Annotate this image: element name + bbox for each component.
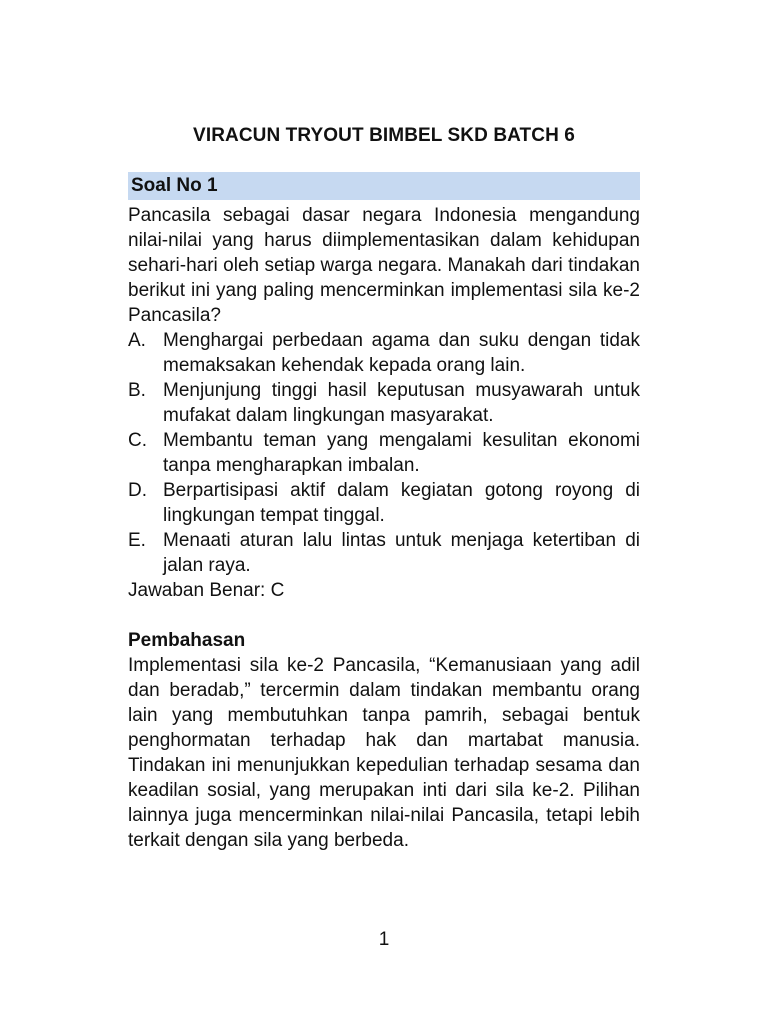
option-text: Membantu teman yang mengalami kesulitan ekonomi tanpa mengharapkan imbalan. [163,430,640,476]
option-text: Menjunjung tinggi hasil keputusan musyawarah untuk mufakat dalam lingkungan masyarakat. [163,380,640,426]
option-e [128,528,640,578]
option-letter: E. [128,530,146,551]
option-letter: D. [128,480,147,501]
answer-options [128,328,640,578]
option-text: Berpartisipasi aktif dalam kegiatan gotong royong di lingkungan tempat tinggal. [163,480,640,526]
option-text: Menaati aturan lalu lintas untuk menjaga ketertiban di jalan raya. [163,530,640,576]
question-block [128,172,640,853]
option-d [128,478,640,528]
correct-answer: Jawaban Benar: C [128,580,285,601]
question-header: Soal No 1 [128,172,640,200]
option-letter: C. [128,430,147,451]
discussion-heading: Pembahasan [128,630,246,651]
discussion-text: Implementasi sila ke-2 Pancasila, “Kemanusiaan yang adil dan beradab,” tercermin dalam tindakan membantu orang lain yang membutuhkan tanpa pamrih, sebagai bentuk penghormatan terhadap hak dan martabat manusia. Tindakan ini menunjukkan kepedulian terhadap sesama dan keadilan sosial, yang merupakan inti dari sila ke-2. Pilihan lainnya juga mencerminkan nilai-nilai Pancasila, tetapi lebih terkait dengan sila yang berbeda. [128,655,640,851]
document-title: VIRACUN TRYOUT BIMBEL SKD BATCH 6 [193,125,575,146]
option-text: Menghargai perbedaan agama dan suku dengan tidak memaksakan kehendak kepada orang lain. [163,330,640,376]
option-letter: B. [128,380,146,401]
option-b [128,378,640,428]
option-letter: A. [128,330,146,351]
option-a [128,328,640,378]
question-text: Pancasila sebagai dasar negara Indonesia mengandung nilai-nilai yang harus diimplementasikan dalam kehidupan sehari-hari oleh setiap warga negara. Manakah dari tindakan berikut ini yang paling mencerminkan implementasi sila ke-2 Pancasila? [128,205,640,326]
option-c [128,428,640,478]
page-number: 1 [378,929,390,950]
